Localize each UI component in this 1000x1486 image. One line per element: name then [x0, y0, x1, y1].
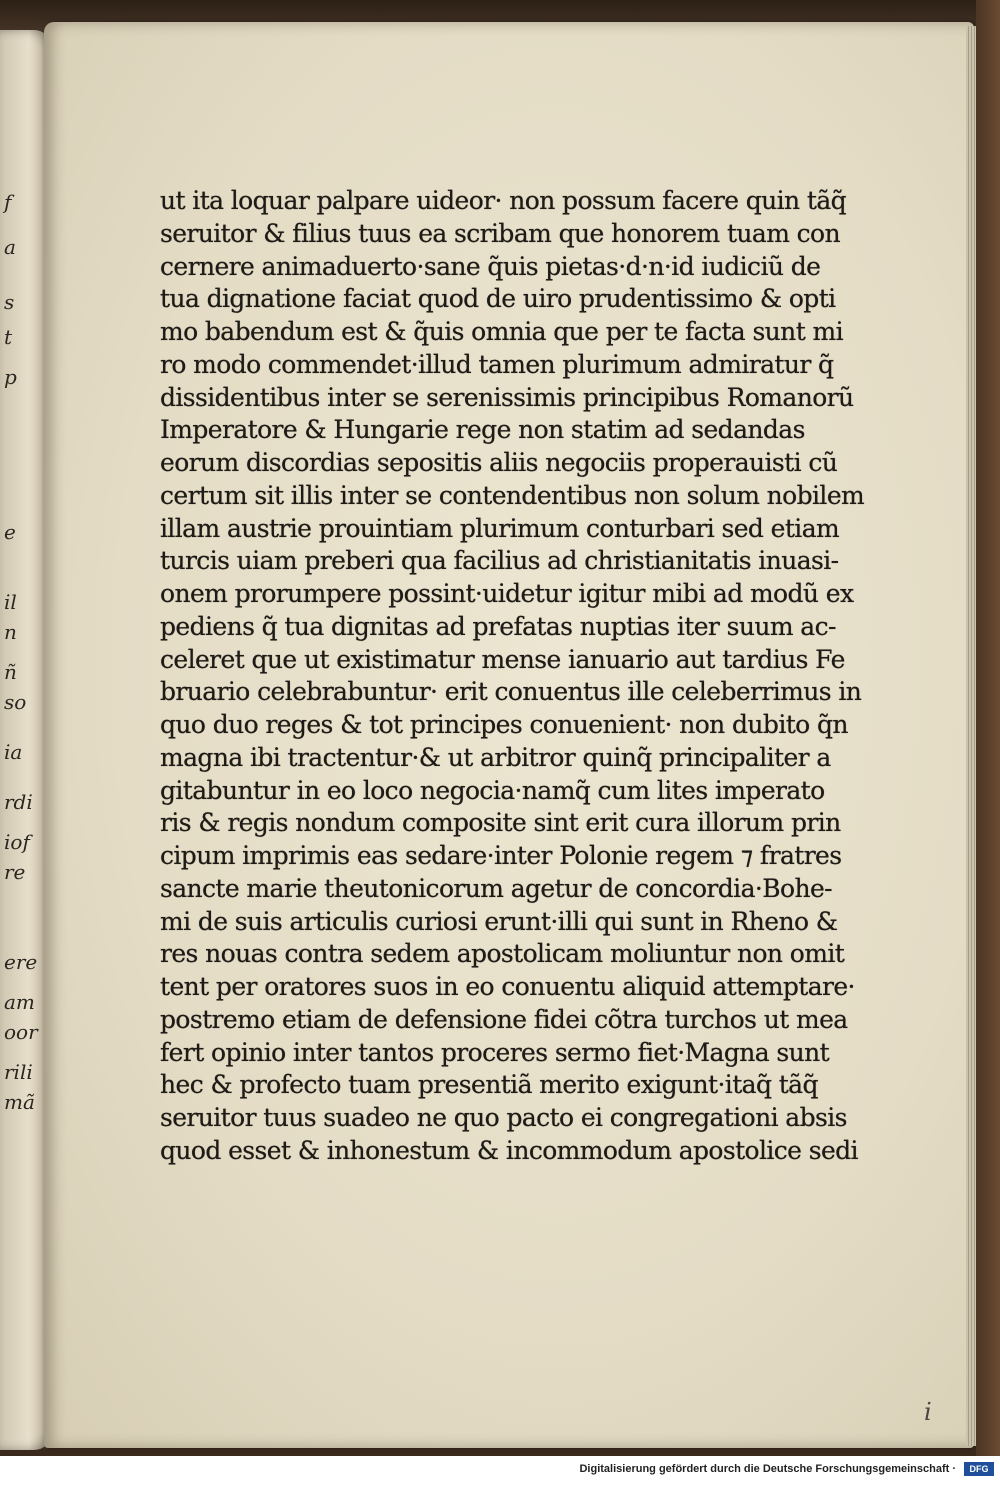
facing-page-fragment: rdi [4, 790, 33, 814]
page-block-edge [966, 26, 976, 1446]
facing-page-fragment: n [4, 620, 17, 644]
facing-page-fragment: ia [4, 740, 23, 764]
text-line: illam austrie prouintiam plurimum conturbari sed etiam [160, 513, 840, 543]
text-line: onem prorumpere possint·uidetur igitur mibi ad modũ ex [160, 579, 854, 608]
facing-page-fragment: ere [4, 950, 38, 974]
text-line: mi de suis articulis curiosi erunt·illi qui sunt in Rheno & [160, 906, 838, 936]
text-line: magna ibi tractentur·& ut arbitror quinq̃ principaliter a [160, 742, 831, 772]
text-line: certum sit illis inter se contendentibus non solum nobilem [160, 480, 865, 510]
text-line: Imperatore & Hungarie rege non statim ad sedandas [160, 415, 805, 445]
text-line: mo babendum est & q̃uis omnia que per te facta sunt mi [160, 317, 843, 346]
text-line: seruitor & filius tuus ea scribam que honorem tuam con [160, 218, 841, 248]
digitization-footer [0, 1456, 1000, 1486]
text-line: celeret que ut existimatur mense ianuario aut tardius Fe [160, 644, 845, 674]
text-line: ut ita loquar palpare uideor· non possum facere quin tãq̃ [160, 186, 847, 215]
text-line: res nouas contra sedem apostolicam moliuntur non omit [160, 939, 845, 969]
text-line: tua dignatione faciat quod de uiro prudentissimo & opti [160, 284, 836, 314]
facing-page-fragment: am [4, 990, 35, 1014]
facing-page-fragment: f [4, 190, 12, 214]
text-line: cipum imprimis eas sedare·inter Polonie regem ⁊ fratres [160, 841, 842, 870]
text-line: turcis uiam preberi qua facilius ad christianitatis inuasi- [160, 546, 839, 576]
text-line: hec & profecto tuam presentiã merito exigunt·itaq̃ tãq̃ [160, 1070, 818, 1100]
facing-page-fragment: il [4, 590, 17, 614]
text-line: quod esset & inhonestum & incommodum apostolice sedi [160, 1135, 858, 1165]
text-line: dissidentibus inter se serenissimis principibus Romanorũ [160, 382, 854, 412]
text-line: tent per oratores suos in eo conuentu aliquid attemptare· [160, 972, 855, 1001]
dfg-logo: DFG [964, 1462, 994, 1476]
funding-credit: Digitalisierung gefördert durch die Deutsche Forschungsgemeinschaft · [579, 1463, 956, 1475]
text-line: postremo etiam de defensione fidei cõtra turchos ut mea [160, 1004, 848, 1034]
book-cover [976, 0, 1000, 1456]
printed-text-block [160, 185, 865, 1168]
facing-page-fragment: e [4, 520, 16, 544]
facing-page-fragment: mã [4, 1090, 35, 1114]
facing-page-fragment: iof [4, 830, 30, 854]
text-line: seruitor tuus suadeo ne quo pacto ei congregationi absis [160, 1103, 847, 1132]
facing-page-fragment: ñ [4, 660, 17, 684]
facing-page-fragment: so [4, 690, 27, 714]
facing-page-fragment: re [4, 860, 26, 884]
text-line: sancte marie theutonicorum agetur de concordia·Bohe- [160, 873, 832, 903]
text-line: ro modo commendet·illud tamen plurimum admiratur q̃ [160, 349, 834, 379]
text-line: bruario celebrabuntur· erit conuentus ille celeberrimus in [160, 677, 862, 707]
facing-page-fragment: a [4, 235, 16, 259]
folio-mark: i [924, 1398, 932, 1426]
facing-page-fragment: p [4, 365, 17, 389]
text-line: fert opinio inter tantos proceres sermo fiet·Magna sunt [160, 1037, 830, 1067]
text-line: gitabuntur in eo loco negocia·namq̃ cum lites imperato [160, 775, 825, 805]
text-line: quo duo reges & tot principes conuenient· non dubito q̃n [160, 710, 848, 739]
facing-page-fragment: oor [4, 1020, 38, 1044]
text-line: pediens q̃ tua dignitas ad prefatas nuptias iter suum ac- [160, 611, 836, 641]
facing-page-fragment: rili [4, 1060, 33, 1084]
text-line: ris & regis nondum composite sint erit cura illorum prin [160, 808, 841, 838]
text-line: eorum discordias sepositis aliis negociis properauisti cũ [160, 448, 838, 477]
facing-page-fragment: s [4, 290, 15, 314]
facing-page-fragment: t [4, 325, 13, 349]
text-line: cernere animaduerto·sane q̃uis pietas·d·n·id iudiciũ de [160, 251, 821, 281]
